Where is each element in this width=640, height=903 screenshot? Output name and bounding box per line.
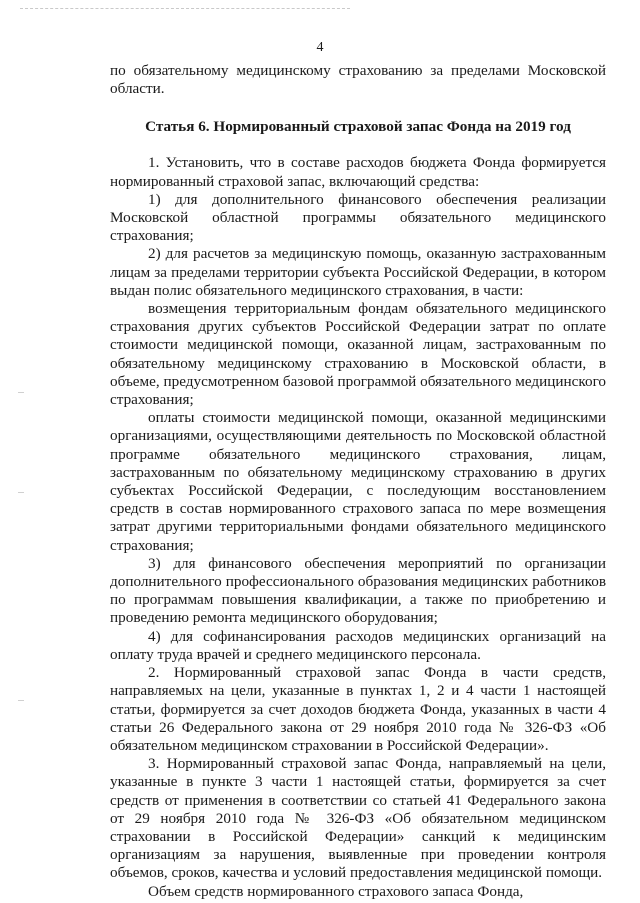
paragraph-1-item-4: 4) для софинансирования расходов медицинских организаций на оплату труда врачей и среднего медицинского персонала. [110,627,606,663]
paragraph-3: 3. Нормированный страховой запас Фонда, направляемый на цели, указанные в пункте 3 части 1 настоящей статьи, формируется за счет средств от применения в соответствии со статьей 41 Федерального закона от 29 ноября 2010 года № 326-ФЗ «Об обязательном медицинском страховании в Российской Федерации» санкций к медицинским организациям за нарушения, выявленные при проведении контроля объемов, сроков, качества и условий предоставления медицинской помощи. [110,755,606,882]
page-number: 4 [316,40,324,55]
margin-mark [18,700,24,701]
article-title: Статья 6. Нормированный страховой запас Фонда на 2019 год [145,118,571,136]
margin-mark [18,392,24,393]
scan-artifact-line [20,8,350,9]
paragraph-2: 2. Нормированный страховой запас Фонда в части средств, направляемых на цели, указанные в пунктах 1, 2 и 4 части 1 настоящей статьи, формируется за счет доходов бюджета Фонда, указанных в части 4 статьи 26 Федерального закона от 29 ноября 2010 года № 326-ФЗ «Об обязательном медицинском страховании в Российской Федерации». [110,664,606,754]
paragraph-1-item-2-reimbursement: возмещения территориальным фондам обязательного медицинского страхования других субъектов Российской Федерации затрат по оплате стоимости медицинской помощи, оказанной лицам, застрахованным по обязательному медицинскому страхованию в Московской области, в объеме, предусмотренном базовой программой обязательного медицинского страхования; [110,300,607,409]
document-body [110,62,606,901]
paragraph-1-item-1: 1) для дополнительного финансового обеспечения реализации Московской областной программы обязательного медицинского страхования; [110,190,606,245]
paragraph-1: 1. Установить, что в составе расходов бюджета Фонда формируется нормированный страховой запас, включающий средства: [110,154,606,190]
paragraph-1-item-2-payment: оплаты стоимости медицинской помощи, оказанной медицинскими организациями, осуществляющими деятельность по Московской областной программе обязательного медицинского страхования, лицам, застрахованным по обязательному медицинскому страхованию в других субъектах Российской Федерации, с последующим восстановлением средств в состав нормированного страхового запаса по мере возмещения затрат другими территориальными фондами обязательного медицинского страхования; [110,409,606,554]
paragraph-volume: Объем средств нормированного страхового запаса Фонда, [148,882,524,900]
paragraph-1-item-3: 3) для финансового обеспечения мероприятий по организации дополнительного профессионального образования медицинских работников по программам повышения квалификации, а также по приобретению и проведению ремонта медицинского оборудования; [110,554,606,627]
paragraph-1-item-2: 2) для расчетов за медицинскую помощь, оказанную застрахованным лицам за пределами территории субъекта Российской Федерации, в котором выдан полис обязательного медицинского страхования, в части: [110,245,606,299]
margin-mark [18,492,24,493]
intro-paragraph: по обязательному медицинскому страхованию за пределами Московской области. [110,62,606,98]
